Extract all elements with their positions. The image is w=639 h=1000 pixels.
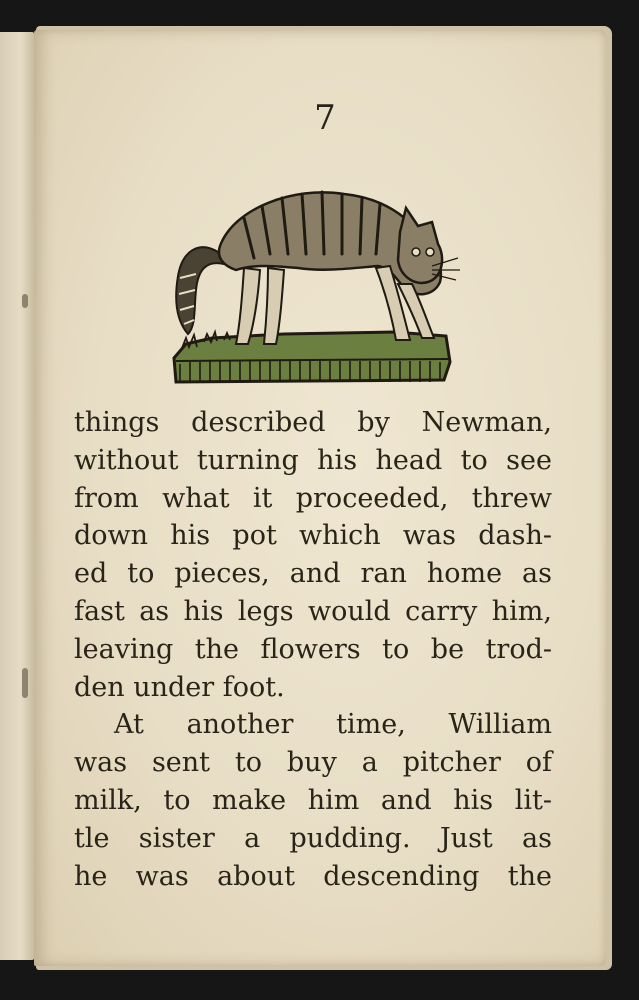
text-line: things described by Newman, [74,407,552,438]
paper-speck [22,294,28,308]
text-line: At another time, William [114,709,552,741]
text-line: leaving the flowers to be trod- [74,633,552,665]
text-line: down his pot which was dash- [74,520,552,552]
previous-page-edge [0,32,34,960]
text-line: tle sister a pudding. Just as [74,822,552,854]
text-line: fast as his legs would carry him, [74,595,552,627]
text-line: ed to pieces, and ran home as [74,558,552,590]
text-line: he was about descending the [74,860,552,892]
text-line: den under foot. [74,671,285,703]
paper-speck [22,668,28,698]
page-number: 7 [314,98,336,138]
book-page [34,30,606,966]
text-line: from what it proceeded, threw [74,482,552,514]
woodcut-cat-icon [164,148,464,392]
text-line: was sent to buy a pitcher of [74,747,552,779]
page-body-text [74,404,552,895]
text-line: without turning his head to see [74,444,552,476]
text-line: milk, to make him and his lit- [74,784,552,816]
